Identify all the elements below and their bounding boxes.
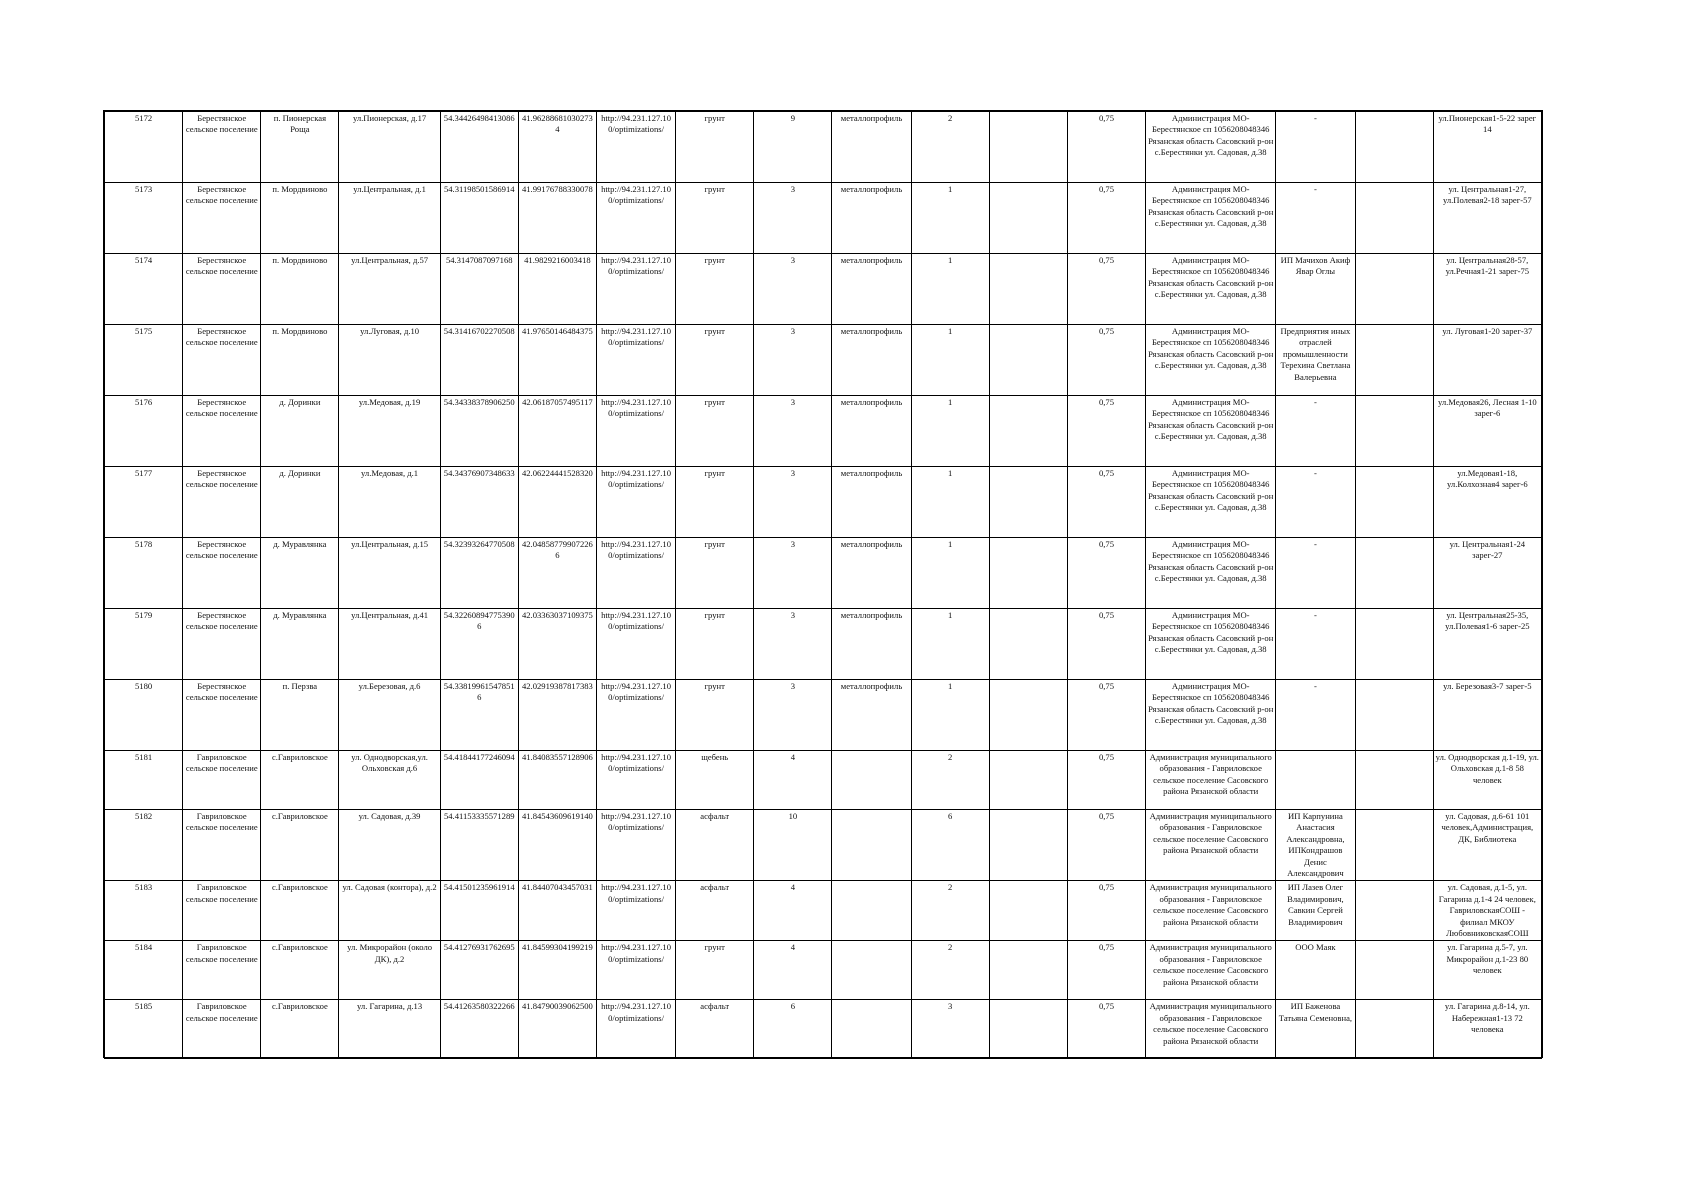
settlement-cell: Берестянское сельское поселение [183,254,261,325]
latitude-cell: 54.3147087097168 [440,254,518,325]
area-cell: 3 [754,609,832,680]
settlement-cell: Берестянское сельское поселение [183,680,261,751]
address-cell: ул.Центральная, д.57 [339,254,440,325]
address-cell: ул. Однодворская,ул. Ольховская д.6 [339,751,440,810]
area-cell: 4 [754,941,832,1000]
latitude-cell: 54.34376907348633 [440,467,518,538]
owner-cell: Администрация МО-Берестянское сп 1056208048346 Рязанская область Сасовский р-он с.Берестянки ул. Садовая, д.38 [1146,325,1276,396]
longitude-cell: 41.962886810302734 [518,112,596,183]
latitude-cell: 54.338199615478516 [440,680,518,751]
settlement-cell: Берестянское сельское поселение [183,467,261,538]
material-cell: металлопрофиль [832,325,911,396]
surface-cell: грунт [676,680,754,751]
empty-cell [1355,183,1433,254]
empty-cell [989,751,1067,810]
containers-cell: 2 [911,751,989,810]
material-cell [832,1000,911,1059]
material-cell [832,881,911,941]
url-cell: http://94.231.127.100/optimizations/ [596,325,675,396]
containers-cell: 2 [911,112,989,183]
sources-cell: - [1276,183,1355,254]
longitude-cell: 42.06187057495117 [518,396,596,467]
empty-cell [1355,751,1433,810]
containers-cell: 6 [911,810,989,881]
owner-cell: Администрация МО-Берестянское сп 1056208048346 Рязанская область Сасовский р-он с.Берестянки ул. Садовая, д.38 [1146,112,1276,183]
longitude-cell: 41.84407043457031 [518,881,596,941]
volume-cell: 0,75 [1067,396,1145,467]
containers-cell: 2 [911,881,989,941]
owner-cell: Администрация муниципального образования - Гавриловское сельское поселение Сасовского района Рязанской области [1146,881,1276,941]
locality-cell: п. Пионерская Роща [261,112,339,183]
row-number: 5181 [105,751,183,810]
table-row [105,538,1542,609]
material-cell: металлопрофиль [832,254,911,325]
volume-cell: 0,75 [1067,881,1145,941]
url-cell: http://94.231.127.100/optimizations/ [596,112,675,183]
owner-cell: Администрация МО-Берестянское сп 1056208048346 Рязанская область Сасовский р-он с.Берестянки ул. Садовая, д.38 [1146,467,1276,538]
empty-cell [989,941,1067,1000]
address-cell: ул. Садовая, д.39 [339,810,440,881]
table-row [105,183,1542,254]
volume-cell: 0,75 [1067,467,1145,538]
empty-cell [989,810,1067,881]
area-cell: 3 [754,538,832,609]
table-row [105,680,1542,751]
address-cell: ул.Березовая, д.6 [339,680,440,751]
empty-cell [989,680,1067,751]
empty-cell [989,538,1067,609]
empty-cell [1355,609,1433,680]
served-cell: ул. Садовая, д.1-5, ул. Гагарина д.1-4 24 человек, ГавриловскаяСОШ - филиал МКОУ ЛюбовниковскаяСОШ [1433,881,1541,941]
material-cell [832,810,911,881]
url-cell: http://94.231.127.100/optimizations/ [596,1000,675,1059]
volume-cell: 0,75 [1067,254,1145,325]
settlement-cell: Берестянское сельское поселение [183,112,261,183]
empty-cell [989,1000,1067,1059]
longitude-cell: 41.84083557128906 [518,751,596,810]
longitude-cell: 41.84599304199219 [518,941,596,1000]
material-cell: металлопрофиль [832,183,911,254]
registry-table [104,111,1542,1059]
surface-cell: грунт [676,941,754,1000]
latitude-cell: 54.41276931762695 [440,941,518,1000]
area-cell: 10 [754,810,832,881]
area-cell: 4 [754,751,832,810]
empty-cell [1355,881,1433,941]
surface-cell: асфальт [676,1000,754,1059]
containers-cell: 1 [911,680,989,751]
address-cell: ул.Центральная, д.41 [339,609,440,680]
url-cell: http://94.231.127.100/optimizations/ [596,881,675,941]
longitude-cell: 41.97650146484375 [518,325,596,396]
owner-cell: Администрация муниципального образования - Гавриловское сельское поселение Сасовского района Рязанской области [1146,810,1276,881]
locality-cell: д. Доринки [261,467,339,538]
latitude-cell: 54.41501235961914 [440,881,518,941]
area-cell: 3 [754,325,832,396]
table-row [105,325,1542,396]
table-row [105,467,1542,538]
sources-cell: ИП Мачихов Акиф Явар Оглы [1276,254,1355,325]
row-number: 5179 [105,609,183,680]
material-cell [832,751,911,810]
locality-cell: д. Муравлянка [261,538,339,609]
settlement-cell: Гавриловское сельское поселение [183,751,261,810]
latitude-cell: 54.34338378906250 [440,396,518,467]
empty-cell [1355,941,1433,1000]
settlement-cell: Берестянское сельское поселение [183,183,261,254]
material-cell: металлопрофиль [832,112,911,183]
volume-cell: 0,75 [1067,1000,1145,1059]
locality-cell: с.Гавриловское [261,941,339,1000]
sources-cell: - [1276,467,1355,538]
table-row [105,396,1542,467]
address-cell: ул. Микрорайон (около ДК), д.2 [339,941,440,1000]
surface-cell: грунт [676,396,754,467]
row-number: 5172 [105,112,183,183]
area-cell: 3 [754,396,832,467]
table-row [105,112,1542,183]
row-number: 5183 [105,881,183,941]
address-cell: ул.Луговая, д.10 [339,325,440,396]
surface-cell: грунт [676,254,754,325]
sources-cell: - [1276,538,1355,609]
longitude-cell: 42.06224441528320 [518,467,596,538]
material-cell: металлопрофиль [832,467,911,538]
url-cell: http://94.231.127.100/optimizations/ [596,680,675,751]
table-row [105,609,1542,680]
surface-cell: грунт [676,467,754,538]
latitude-cell: 54.31416702270508 [440,325,518,396]
containers-cell: 1 [911,183,989,254]
longitude-cell: 42.02919387817383 [518,680,596,751]
material-cell: металлопрофиль [832,396,911,467]
area-cell: 6 [754,1000,832,1059]
address-cell: ул.Центральная, д.1 [339,183,440,254]
containers-cell: 1 [911,254,989,325]
sources-cell: - [1276,112,1355,183]
served-cell: ул. Однодворская д.1-19, ул. Ольховская д.1-8 58 человек [1433,751,1541,810]
served-cell: ул.Медовая26, Лесная 1-10 зарег-6 [1433,396,1541,467]
empty-cell [989,325,1067,396]
settlement-cell: Гавриловское сельское поселение [183,881,261,941]
containers-cell: 1 [911,325,989,396]
address-cell: ул.Медовая, д.19 [339,396,440,467]
owner-cell: Администрация муниципального образования - Гавриловское сельское поселение Сасовского района Рязанской области [1146,1000,1276,1059]
surface-cell: асфальт [676,881,754,941]
served-cell: ул. Центральная28-57, ул.Речная1-21 зарег-75 [1433,254,1541,325]
area-cell: 3 [754,254,832,325]
owner-cell: Администрация МО-Берестянское сп 1056208048346 Рязанская область Сасовский р-он с.Берестянки ул. Садовая, д.38 [1146,254,1276,325]
sources-cell [1276,751,1355,810]
served-cell: ул. Луговая1-20 зарег-37 [1433,325,1541,396]
empty-cell [1355,396,1433,467]
locality-cell: д. Муравлянка [261,609,339,680]
url-cell: http://94.231.127.100/optimizations/ [596,751,675,810]
containers-cell: 1 [911,467,989,538]
url-cell: http://94.231.127.100/optimizations/ [596,254,675,325]
table-row [105,941,1542,1000]
row-number: 5175 [105,325,183,396]
table-row [105,1000,1542,1059]
longitude-cell: 41.9829216003418 [518,254,596,325]
volume-cell: 0,75 [1067,325,1145,396]
url-cell: http://94.231.127.100/optimizations/ [596,538,675,609]
empty-cell [989,396,1067,467]
served-cell: ул. Гагарина д.8-14, ул. Набережная1-13 72 человека [1433,1000,1541,1059]
empty-cell [1355,680,1433,751]
latitude-cell: 54.34426498413086 [440,112,518,183]
longitude-cell: 41.84543609619140 [518,810,596,881]
sources-cell: Предприятия иных отраслей промышленности Терехина Светлана Валерьевна [1276,325,1355,396]
volume-cell: 0,75 [1067,751,1145,810]
volume-cell: 0,75 [1067,941,1145,1000]
row-number: 5178 [105,538,183,609]
settlement-cell: Берестянское сельское поселение [183,609,261,680]
owner-cell: Администрация муниципального образования - Гавриловское сельское поселение Сасовского района Рязанской области [1146,751,1276,810]
settlement-cell: Берестянское сельское поселение [183,538,261,609]
containers-cell: 1 [911,609,989,680]
locality-cell: с.Гавриловское [261,1000,339,1059]
sources-cell: - [1276,396,1355,467]
material-cell: металлопрофиль [832,680,911,751]
row-number: 5173 [105,183,183,254]
url-cell: http://94.231.127.100/optimizations/ [596,467,675,538]
row-number: 5182 [105,810,183,881]
volume-cell: 0,75 [1067,609,1145,680]
owner-cell: Администрация МО-Берестянское сп 1056208048346 Рязанская область Сасовский р-он с.Берестянки ул. Садовая, д.38 [1146,538,1276,609]
row-number: 5177 [105,467,183,538]
address-cell: ул. Садовая (контора), д.2 [339,881,440,941]
area-cell: 3 [754,680,832,751]
material-cell: металлопрофиль [832,609,911,680]
containers-cell: 1 [911,396,989,467]
empty-cell [1355,1000,1433,1059]
volume-cell: 0,75 [1067,810,1145,881]
row-number: 5176 [105,396,183,467]
area-cell: 9 [754,112,832,183]
longitude-cell: 41.99176788330078 [518,183,596,254]
empty-cell [1355,810,1433,881]
owner-cell: Администрация МО-Берестянское сп 1056208048346 Рязанская область Сасовский р-он с.Берестянки ул. Садовая, д.38 [1146,609,1276,680]
containers-cell: 3 [911,1000,989,1059]
settlement-cell: Гавриловское сельское поселение [183,1000,261,1059]
surface-cell: грунт [676,325,754,396]
served-cell: ул.Медовая1-18, ул.Колхозная4 зарег-6 [1433,467,1541,538]
latitude-cell: 54.41844177246094 [440,751,518,810]
empty-cell [989,609,1067,680]
longitude-cell: 42.048587799072266 [518,538,596,609]
area-cell: 3 [754,183,832,254]
volume-cell: 0,75 [1067,538,1145,609]
address-cell: ул. Гагарина, д.13 [339,1000,440,1059]
served-cell: ул.Пионерская1-5-22 зарег 14 [1433,112,1541,183]
url-cell: http://94.231.127.100/optimizations/ [596,609,675,680]
empty-cell [1355,467,1433,538]
locality-cell: с.Гавриловское [261,810,339,881]
locality-cell: п. Мордвиново [261,254,339,325]
surface-cell: грунт [676,538,754,609]
owner-cell: Администрация МО-Берестянское сп 1056208048346 Рязанская область Сасовский р-он с.Берестянки ул. Садовая, д.38 [1146,680,1276,751]
sources-cell: - [1276,680,1355,751]
row-number: 5174 [105,254,183,325]
url-cell: http://94.231.127.100/optimizations/ [596,941,675,1000]
served-cell: ул. Садовая, д.6-61 101 человек,Администрация, ДК, Библиотека [1433,810,1541,881]
sources-cell: ООО Маяк [1276,941,1355,1000]
served-cell: ул. Гагарина д.5-7, ул. Микрорайон д.1-23 80 человек [1433,941,1541,1000]
sources-cell: ИП Карпунина Анастасия Александровна, ИПКондрашов Денис Александрович [1276,810,1355,881]
table-row [105,881,1542,941]
surface-cell: грунт [676,183,754,254]
row-number: 5180 [105,680,183,751]
table-row [105,810,1542,881]
area-cell: 4 [754,881,832,941]
locality-cell: п. Мордвиново [261,325,339,396]
locality-cell: п. Перзва [261,680,339,751]
row-number: 5184 [105,941,183,1000]
latitude-cell: 54.322608947753906 [440,609,518,680]
surface-cell: щебень [676,751,754,810]
empty-cell [989,112,1067,183]
empty-cell [1355,538,1433,609]
surface-cell: асфальт [676,810,754,881]
containers-cell: 1 [911,538,989,609]
table-row [105,751,1542,810]
owner-cell: Администрация МО-Берестянское сп 1056208048346 Рязанская область Сасовский р-он с.Берестянки ул. Садовая, д.38 [1146,396,1276,467]
surface-cell: грунт [676,112,754,183]
volume-cell: 0,75 [1067,112,1145,183]
table-row [105,254,1542,325]
sources-cell: - [1276,609,1355,680]
sources-cell: ИП Баженова Татьяна Семеновна, [1276,1000,1355,1059]
locality-cell: п. Мордвиново [261,183,339,254]
url-cell: http://94.231.127.100/optimizations/ [596,810,675,881]
empty-cell [989,254,1067,325]
locality-cell: с.Гавриловское [261,751,339,810]
served-cell: ул. Центральная25-35, ул.Полевая1-6 зарег-25 [1433,609,1541,680]
longitude-cell: 42.03363037109375 [518,609,596,680]
served-cell: ул. Центральная1-27, ул.Полевая2-18 зарег-57 [1433,183,1541,254]
settlement-cell: Берестянское сельское поселение [183,325,261,396]
address-cell: ул.Центральная, д.15 [339,538,440,609]
volume-cell: 0,75 [1067,680,1145,751]
empty-cell [989,881,1067,941]
served-cell: ул. Березовая3-7 зарег-5 [1433,680,1541,751]
empty-cell [989,467,1067,538]
volume-cell: 0,75 [1067,183,1145,254]
address-cell: ул.Медовая, д.1 [339,467,440,538]
surface-cell: грунт [676,609,754,680]
latitude-cell: 54.32393264770508 [440,538,518,609]
served-cell: ул. Центральная1-24 зарег-27 [1433,538,1541,609]
material-cell [832,941,911,1000]
settlement-cell: Гавриловское сельское поселение [183,941,261,1000]
row-number: 5185 [105,1000,183,1059]
owner-cell: Администрация МО-Берестянское сп 1056208048346 Рязанская область Сасовский р-он с.Берестянки ул. Садовая, д.38 [1146,183,1276,254]
url-cell: http://94.231.127.100/optimizations/ [596,396,675,467]
latitude-cell: 54.41263580322266 [440,1000,518,1059]
containers-cell: 2 [911,941,989,1000]
latitude-cell: 54.41153335571289 [440,810,518,881]
settlement-cell: Берестянское сельское поселение [183,396,261,467]
settlement-cell: Гавриловское сельское поселение [183,810,261,881]
locality-cell: д. Доринки [261,396,339,467]
latitude-cell: 54.31198501586914 [440,183,518,254]
url-cell: http://94.231.127.100/optimizations/ [596,183,675,254]
empty-cell [989,183,1067,254]
address-cell: ул.Пионерская, д.17 [339,112,440,183]
material-cell: металлопрофиль [832,538,911,609]
owner-cell: Администрация муниципального образования - Гавриловское сельское поселение Сасовского района Рязанской области [1146,941,1276,1000]
longitude-cell: 41.84790039062500 [518,1000,596,1059]
area-cell: 3 [754,467,832,538]
empty-cell [1355,112,1433,183]
locality-cell: с.Гавриловское [261,881,339,941]
sources-cell: ИП Лазев Олег Владимирович, Савкин Сергей Владимирович [1276,881,1355,941]
empty-cell [1355,325,1433,396]
empty-cell [1355,254,1433,325]
